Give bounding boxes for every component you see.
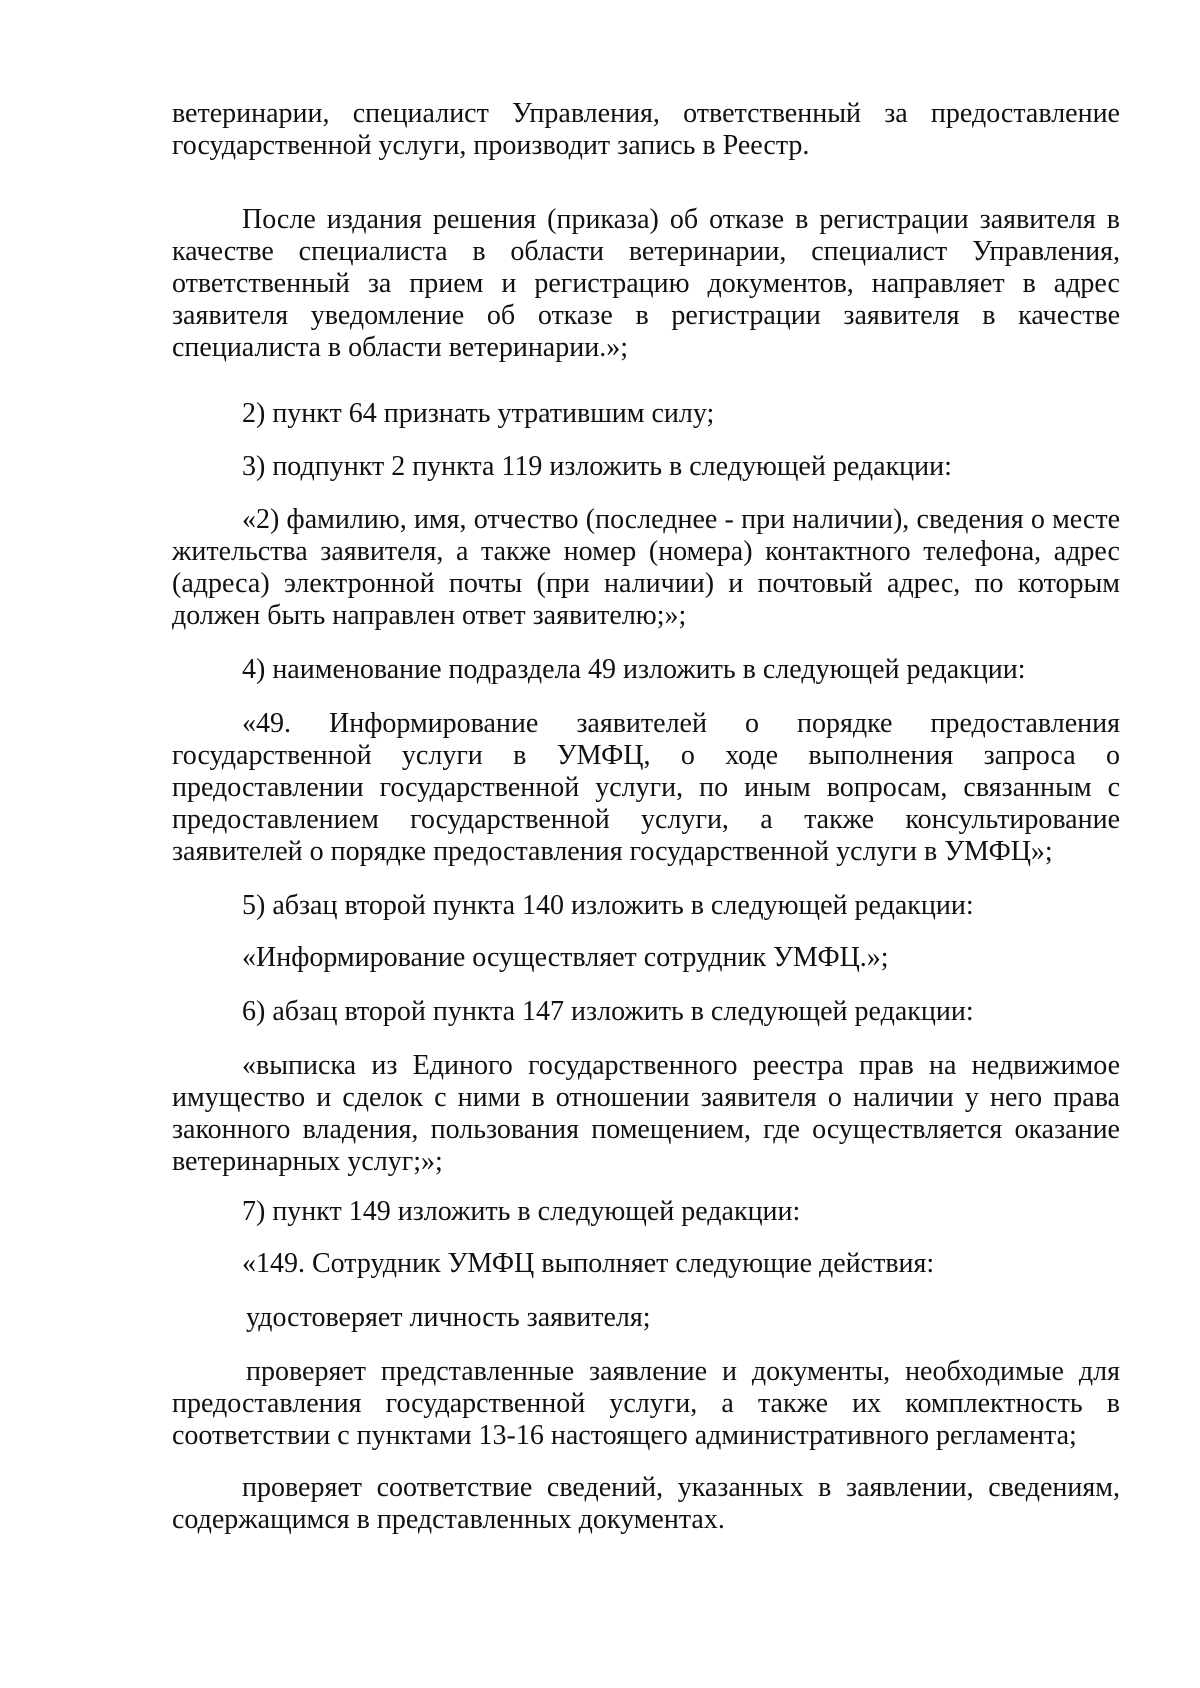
paragraph-149: «149. Сотрудник УМФЦ выполняет следующие действия: — [242, 1248, 935, 1279]
paragraph-registry-extract: «выписка из Единого государственного реестра прав на недвижимое имущество и сделок с ними в отношении заявителя о наличии у него права законного владения, пользования помещением, где осуществляется оказание ветеринарных услуг;»; — [172, 1050, 1120, 1177]
paragraph-refusal-notice: После издания решения (приказа) об отказе в регистрации заявителя в качестве специалиста в области ветеринарии, специалист Управления, ответственный за прием и регистрацию документов, направляет в адрес заявителя уведомление об отказе в регистрации заявителя в качестве специалиста в области ветеринарии.»; — [172, 204, 1120, 363]
item-7: 7) пункт 149 изложить в следующей редакции: — [242, 1196, 801, 1227]
paragraph-identity: удостоверяет личность заявителя; — [246, 1302, 651, 1333]
paragraph-subsection-49: «49. Информирование заявителей о порядке предоставления государственной услуги в УМФЦ, о ходе выполнения запроса о предоставлении государственной услуги, по иным вопросам, связанным с предоставлением государственной услуги, а также консультирование заявителей о порядке предоставления государственной услуги в УМФЦ»; — [172, 708, 1120, 867]
item-3: 3) подпункт 2 пункта 119 изложить в следующей редакции: — [242, 451, 952, 482]
paragraph-checks-consistency: проверяет соответствие сведений, указанных в заявлении, сведениям, содержащимся в представленных документах. — [172, 1472, 1120, 1535]
paragraph-checks-documents: проверяет представленные заявление и документы, необходимые для предоставления государственной услуги, а также их комплектность в соответствии с пунктами 13-16 настоящего административного регламента; — [172, 1356, 1120, 1451]
paragraph-informing: «Информирование осуществляет сотрудник УМФЦ.»; — [242, 942, 889, 973]
paragraph-continuation: ветеринарии, специалист Управления, ответственный за предоставление государственной услуги, производит запись в Реестр. — [172, 98, 1120, 161]
paragraph-item-2-text: «2) фамилию, имя, отчество (последнее - при наличии), сведения о месте жительства заявителя, а также номер (номера) контактного телефона, адрес (адреса) электронной почты (при наличии) и почтовый адрес, по которым должен быть направлен ответ заявителю;»; — [172, 504, 1120, 631]
item-5: 5) абзац второй пункта 140 изложить в следующей редакции: — [242, 890, 974, 921]
item-2: 2) пункт 64 признать утратившим силу; — [242, 398, 715, 429]
item-6: 6) абзац второй пункта 147 изложить в следующей редакции: — [242, 996, 974, 1027]
item-4: 4) наименование подраздела 49 изложить в следующей редакции: — [242, 654, 1026, 685]
